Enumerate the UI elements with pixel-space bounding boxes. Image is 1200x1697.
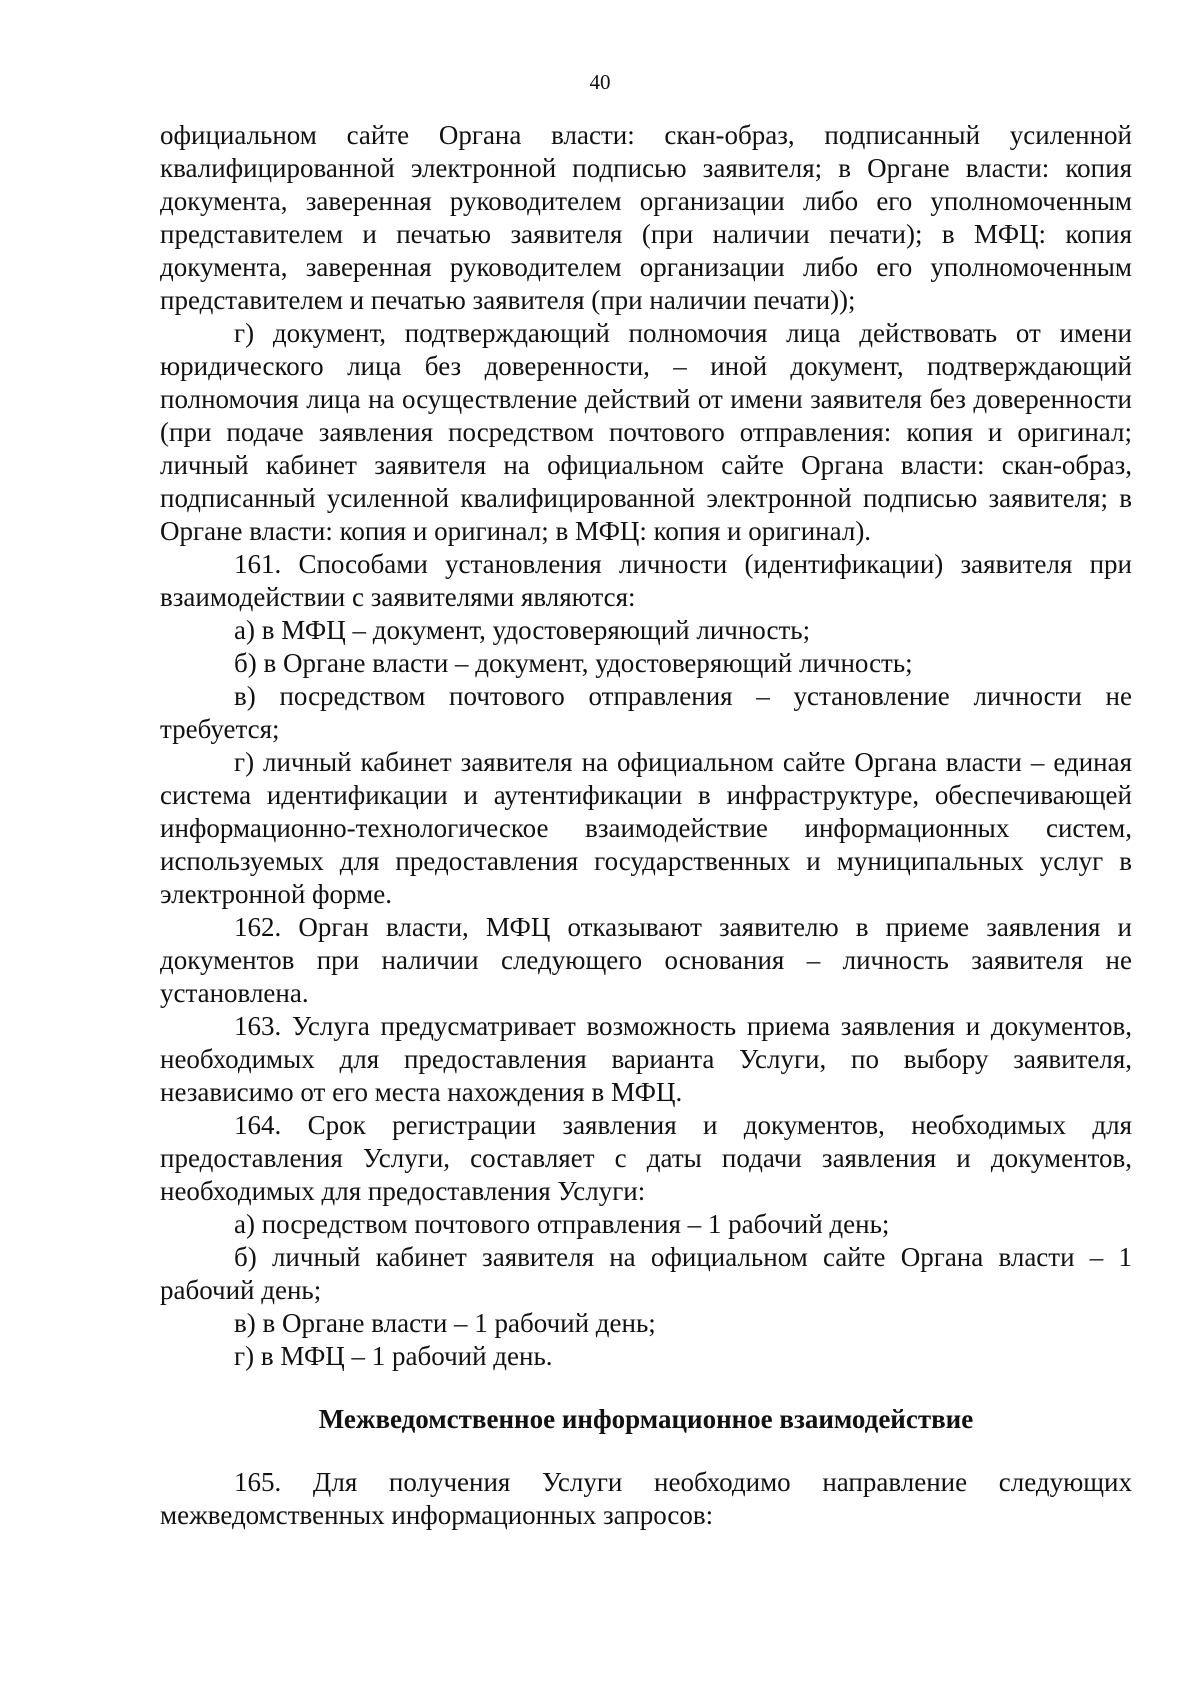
paragraph-item-g-authority-document: г) документ, подтверждающий полномочия лица действовать от имени юридического лица без доверенности, – иной документ, подтверждающий полномочия лица на осуществление действий от имени заявителя без доверенности (при подаче заявления посредством почтового отправления: копия и оригинал; личный кабинет заявителя на официальном сайте Органа власти: скан-образ, подписанный усиленной квалифицированной электронной подписью заявителя; в Органе власти: копия и оригинал; в МФЦ: копия и оригинал). [160,318,1132,546]
list-item-164-g: г) в МФЦ – 1 рабочий день. [234,1341,553,1371]
paragraph-163: 163. Услуга предусматривает возможность приема заявления и документов, необходимых для предоставления варианта Услуги, по выбору заявителя, независимо от его места нахождения в МФЦ. [160,1011,1132,1107]
document-body [160,119,1132,1532]
list-item-161-b: б) в Органе власти – документ, удостоверяющий личность; [234,648,913,678]
list-item-161-v: в) посредством почтового отправления – установление личности не требуется; [160,681,1132,744]
paragraph-165: 165. Для получения Услуги необходимо направление следующих межведомственных информационных запросов: [160,1467,1132,1530]
paragraph-161: 161. Способами установления личности (идентификации) заявителя при взаимодействии с заявителями являются: [160,549,1132,612]
list-item-164-a: а) посредством почтового отправления – 1 рабочий день; [234,1209,890,1239]
paragraph-164: 164. Срок регистрации заявления и документов, необходимых для предоставления Услуги, составляет с даты подачи заявления и документов, необходимых для предоставления Услуги: [160,1110,1132,1206]
paragraph-continuation: официальном сайте Органа власти: скан-образ, подписанный усиленной квалифицированной электронной подписью заявителя; в Органе власти: копия документа, заверенная руководителем организации либо его уполномоченным представителем и печатью заявителя (при наличии печати); в МФЦ: копия документа, заверенная руководителем организации либо его уполномоченным представителем и печатью заявителя (при наличии печати)); [160,120,1132,315]
section-heading: Межведомственное информационное взаимодействие [318,1404,974,1434]
page-number: 40 [589,70,611,94]
list-item-161-g: г) личный кабинет заявителя на официальном сайте Органа власти – единая система идентификации и аутентификации в инфраструктуре, обеспечивающей информационно-технологическое взаимодействие информационных систем, используемых для предоставления государственных и муниципальных услуг в электронной форме. [160,747,1132,909]
list-item-161-a: а) в МФЦ – документ, удостоверяющий личность; [234,615,811,645]
paragraph-162: 162. Орган власти, МФЦ отказывают заявителю в приеме заявления и документов при наличии следующего основания – личность заявителя не установлена. [160,912,1132,1008]
list-item-164-b: б) личный кабинет заявителя на официальном сайте Органа власти – 1 рабочий день; [160,1242,1132,1305]
list-item-164-v: в) в Органе власти – 1 рабочий день; [234,1308,656,1338]
